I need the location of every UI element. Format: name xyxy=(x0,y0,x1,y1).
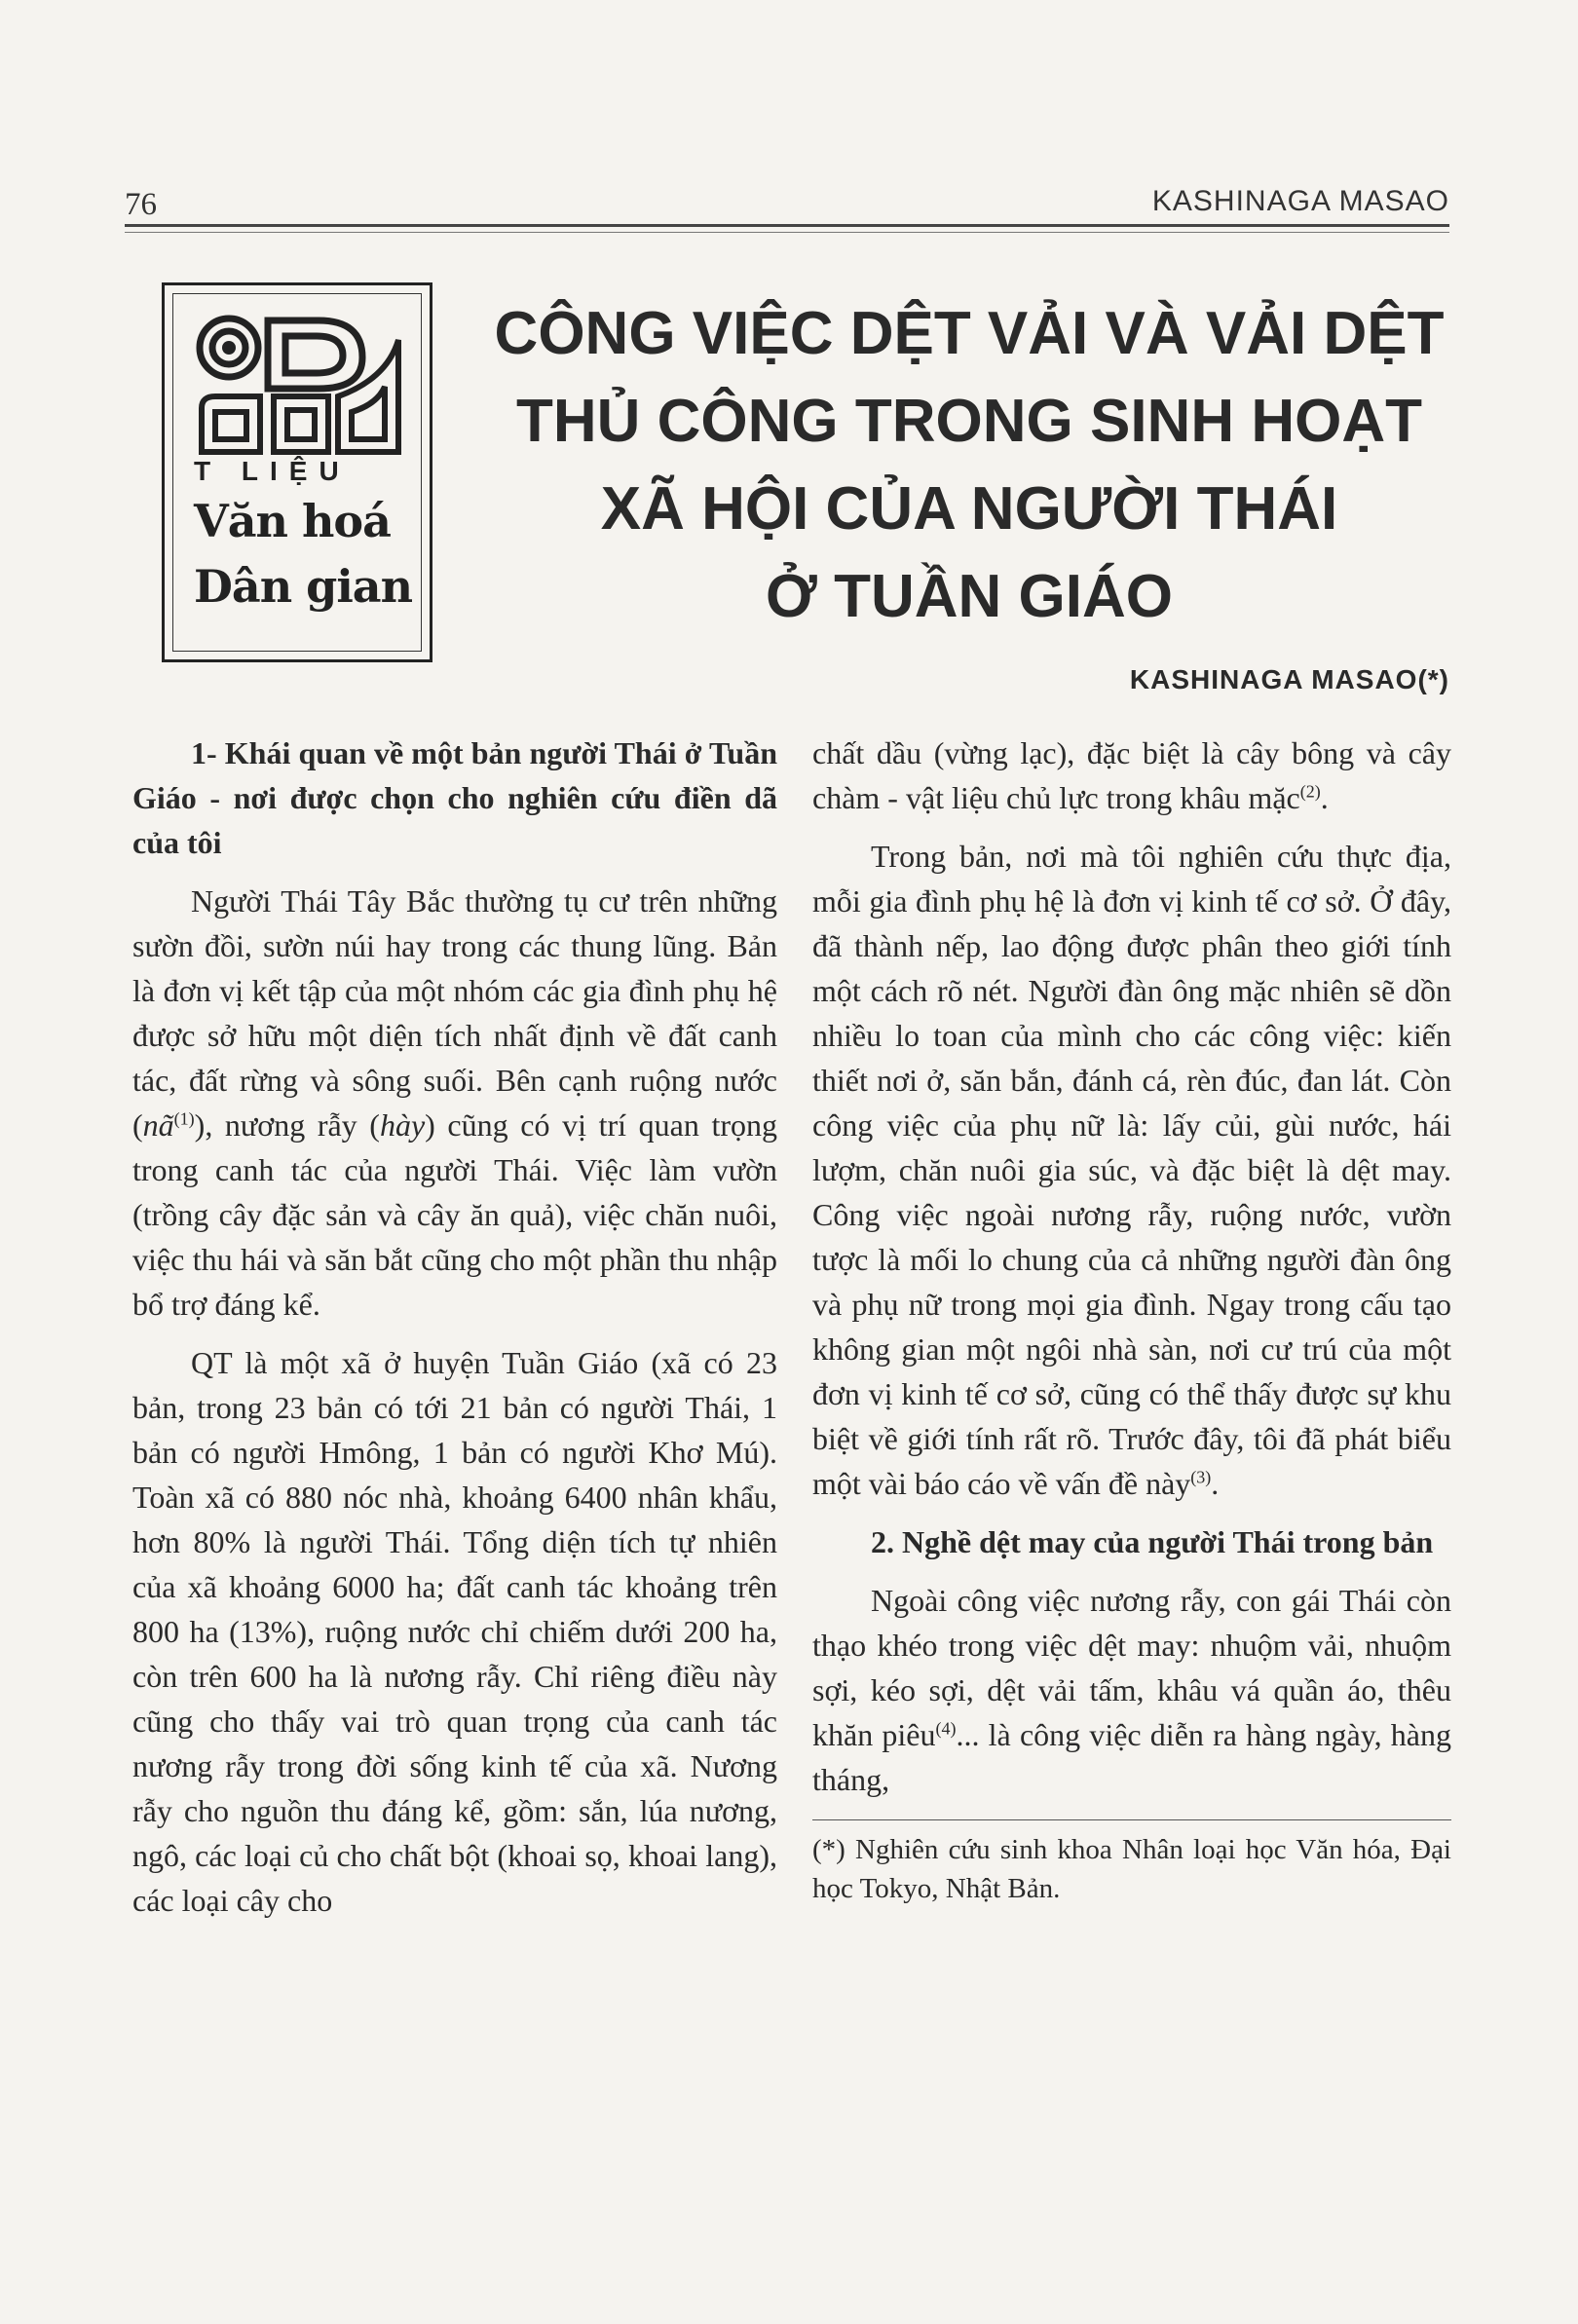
header-rule xyxy=(125,224,1449,227)
section-heading-2: 2. Nghề dệt may của người Thái trong bản xyxy=(871,1524,1434,1559)
section-logo xyxy=(162,282,432,662)
paragraph: QT là một xã ở huyện Tuần Giáo (xã có 23 bản, trong 23 bản có tới 21 bản có người Thái, 1 bản có người Hmông, 1 bản có người Khơ Mú). Toàn xã có 880 nóc nhà, khoảng 6400 nhân khẩu, hơn 80% là người Thái. Tổng diện tích tự nhiên của xã khoảng 6000 ha; đất canh tác khoảng trên 800 ha (13%), ruộng nước chỉ chiếm dưới 200 ha, còn trên 600 ha là nương rẫy. Chỉ riêng điều này cũng cho thấy vai trò quan trọng của canh tác nương rẫy trong đời sống kinh tế của xã. Nương rẫy cho nguồn thu đáng kể, gồm: sắn, lúa nương, ngô, các loại củ cho chất bột (khoai sọ, khoai lang), các loại cây cho xyxy=(132,1345,777,1918)
page-number: 76 xyxy=(125,187,157,222)
section-heading-1: 1- Khái quan về một bản người Thái ở Tuần Giáo - nơi được chọn cho nghiên cứu điền dã của tôi xyxy=(132,735,777,860)
right-column xyxy=(812,731,1451,1922)
left-column xyxy=(132,731,777,1936)
logo-pattern-icon xyxy=(192,311,406,457)
paragraph: chất dầu (vừng lạc), đặc biệt là cây bông và cây chàm - vật liệu chủ lực trong khâu mặc$^{(2)}$. xyxy=(812,735,1451,815)
title-line-4: Ở TUẦN GIÁO xyxy=(766,563,1173,630)
running-header-author: KASHINAGA MASAO xyxy=(1151,185,1449,217)
paragraph: Ngoài công việc nương rẫy, con gái Thái còn thạo khéo trong việc dệt may: nhuộm vải, nhuộm sợi, kéo sợi, dệt vải tấm, khâu vá quần áo, thêu khăn piêu$^{(4)}$... là công việc diễn ra hàng ngày, hàng tháng, xyxy=(812,1583,1452,1797)
footnote: (*) Nghiên cứu sinh khoa Nhân loại học Văn hóa, Đại học Tokyo, Nhật Bản. xyxy=(812,1834,1451,1904)
logo-label-van-hoa: Văn hoá xyxy=(194,495,391,547)
article-title xyxy=(458,290,1481,641)
paragraph: Người Thái Tây Bắc thường tụ cư trên những sườn đồi, sườn núi hay trong các thung lũng. Bản là đơn vị kết tập của một nhóm các gia đình phụ hệ được sở hữu một diện tích nhất định về đất canh tác, đất rừng và sông suối. Bên cạnh ruộng nước $(nã^{(1)})$, nương rẫy (hày) cũng có vị trí quan trọng trong canh tác của người Thái. Việc làm vườn (trồng cây đặc sản và cây ăn quả), việc chăn nuôi, việc thu hái và săn bắt cũng cho một phần thu nhập bổ trợ đáng kể. xyxy=(132,883,778,1322)
footnote-rule xyxy=(812,1819,1451,1820)
logo-tlieu-label: T LIỆU xyxy=(194,456,351,486)
title-line-2: THỦ CÔNG TRONG SINH HOẠT xyxy=(516,388,1422,455)
header-rule-thin xyxy=(125,232,1449,233)
paragraph: Trong bản, nơi mà tôi nghiên cứu thực địa, mỗi gia đình phụ hệ là đơn vị kinh tế cơ sở. Ở đây, đã thành nếp, lao động được phân theo giới tính một cách rõ nét. Người đàn ông mặc nhiên sẽ dồn nhiều lo toan của mình cho các công việc: kiến thiết nơi ở, săn bắn, đánh cá, rèn đúc, đan lát. Còn công việc của phụ nữ là: lấy củi, gùi nước, hái lượm, chăn nuôi gia súc, và đặc biệt là dệt may. Công việc ngoài nương rẫy, ruộng nước, vườn tược là mối lo chung của cả những người đàn ông và phụ nữ trong mọi gia đình. Ngay trong cấu tạo không gian một ngôi nhà sàn, nơi cư trú của một đơn vị kinh tế cơ sở, cũng có thể thấy được sự khu biệt về giới tính rất rõ. Trước đây, tôi đã phát biểu một vài báo cáo về vấn đề này$^{(3)}$. xyxy=(812,839,1451,1501)
logo-label-dan-gian: Dân gian xyxy=(194,560,413,613)
title-line-3: XÃ HỘI CỦA NGƯỜI THÁI xyxy=(600,475,1338,543)
author-byline: KASHINAGA MASAO(*) xyxy=(1129,664,1449,694)
title-line-1: CÔNG VIỆC DỆT VẢI VÀ VẢI DỆT xyxy=(494,300,1445,367)
